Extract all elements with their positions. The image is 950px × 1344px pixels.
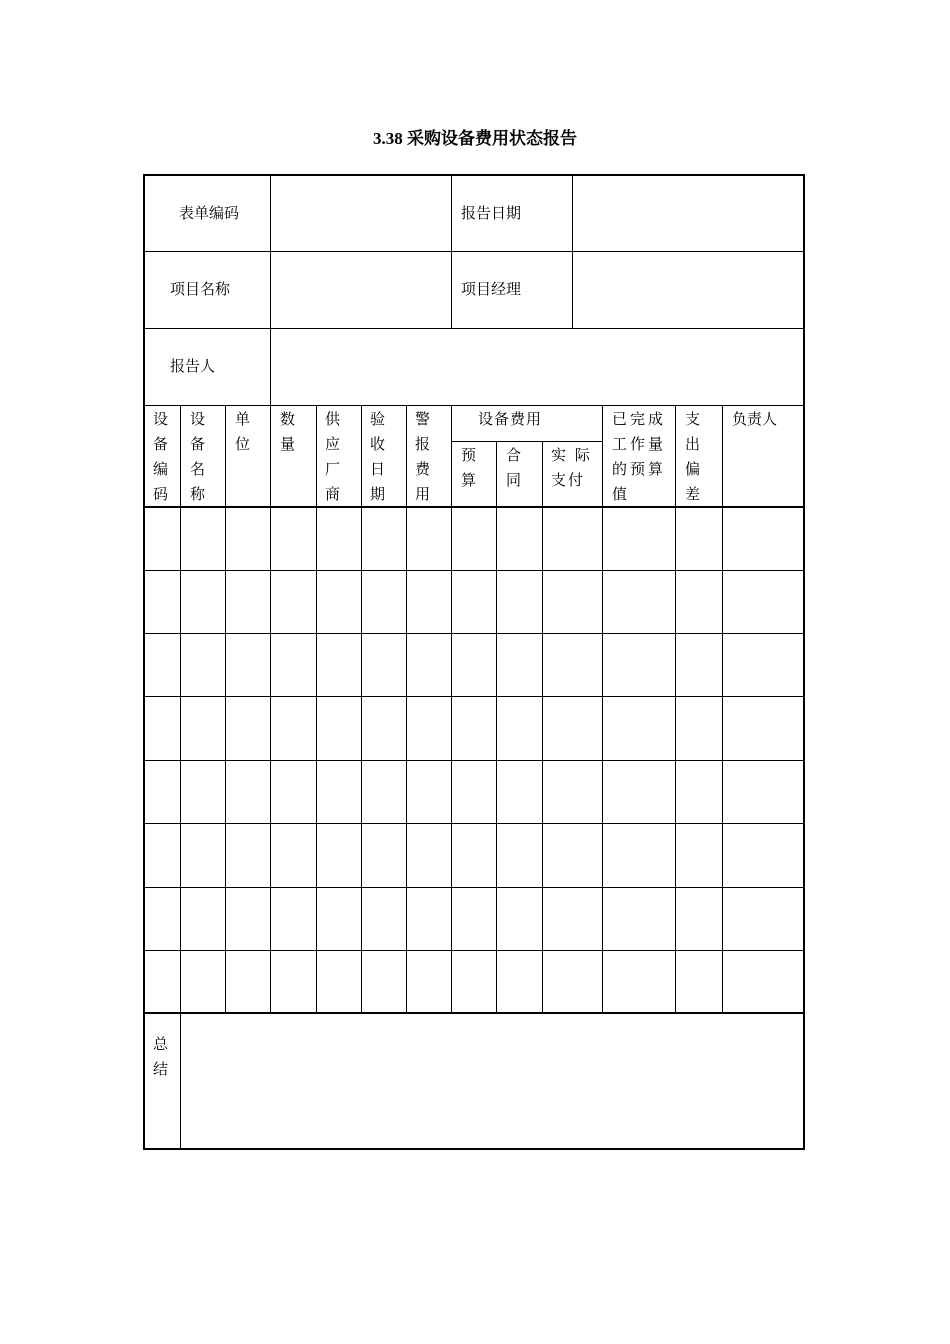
project-name-field[interactable] xyxy=(271,252,451,328)
report-date-field[interactable] xyxy=(573,176,803,251)
col-header-equipment-code: 设备编码 xyxy=(153,410,169,503)
table-row[interactable] xyxy=(145,951,803,1012)
col-header-completed-work-budget: 已完成工作量的预算值 xyxy=(612,410,667,503)
reporter-label: 报告人 xyxy=(170,357,216,375)
col-header-contract: 合同 xyxy=(506,446,522,489)
table-row[interactable] xyxy=(145,888,803,950)
col-header-expenditure-variance: 支出偏差 xyxy=(685,410,701,503)
project-manager-label: 项目经理 xyxy=(461,280,522,298)
divider xyxy=(451,176,452,328)
col-header-actual-payment: 实 际支付 xyxy=(551,446,592,489)
col-header-equipment-name: 设备名称 xyxy=(190,410,206,503)
report-date-label: 报告日期 xyxy=(461,204,522,222)
table-row[interactable] xyxy=(145,697,803,760)
table-row[interactable] xyxy=(145,824,803,887)
col-header-supplier: 供应厂商 xyxy=(325,410,341,503)
col-header-alert-cost: 警报费用 xyxy=(415,410,431,503)
col-header-budget: 预算 xyxy=(461,446,477,489)
form-code-label: 表单编码 xyxy=(179,204,240,222)
reporter-field[interactable] xyxy=(271,329,803,405)
project-manager-field[interactable] xyxy=(573,252,803,328)
summary-label: 总结 xyxy=(153,1035,169,1078)
summary-field[interactable] xyxy=(181,1014,803,1148)
table-row[interactable] xyxy=(145,761,803,823)
document-title: 3.38 采购设备费用状态报告 xyxy=(373,129,577,148)
divider xyxy=(145,405,803,406)
divider xyxy=(451,441,602,442)
form-code-field[interactable] xyxy=(271,176,451,251)
col-header-acceptance-date: 验收日期 xyxy=(370,410,386,503)
table-row[interactable] xyxy=(145,508,803,570)
col-header-equipment-cost-group: 设备费用 xyxy=(478,410,543,428)
table-row[interactable] xyxy=(145,571,803,633)
report-form xyxy=(143,174,805,1150)
col-header-unit: 单位 xyxy=(235,410,251,453)
table-row[interactable] xyxy=(145,634,803,696)
project-name-label: 项目名称 xyxy=(170,280,231,298)
col-header-responsible-person: 负责人 xyxy=(732,410,778,428)
col-header-quantity: 数量 xyxy=(280,410,296,453)
